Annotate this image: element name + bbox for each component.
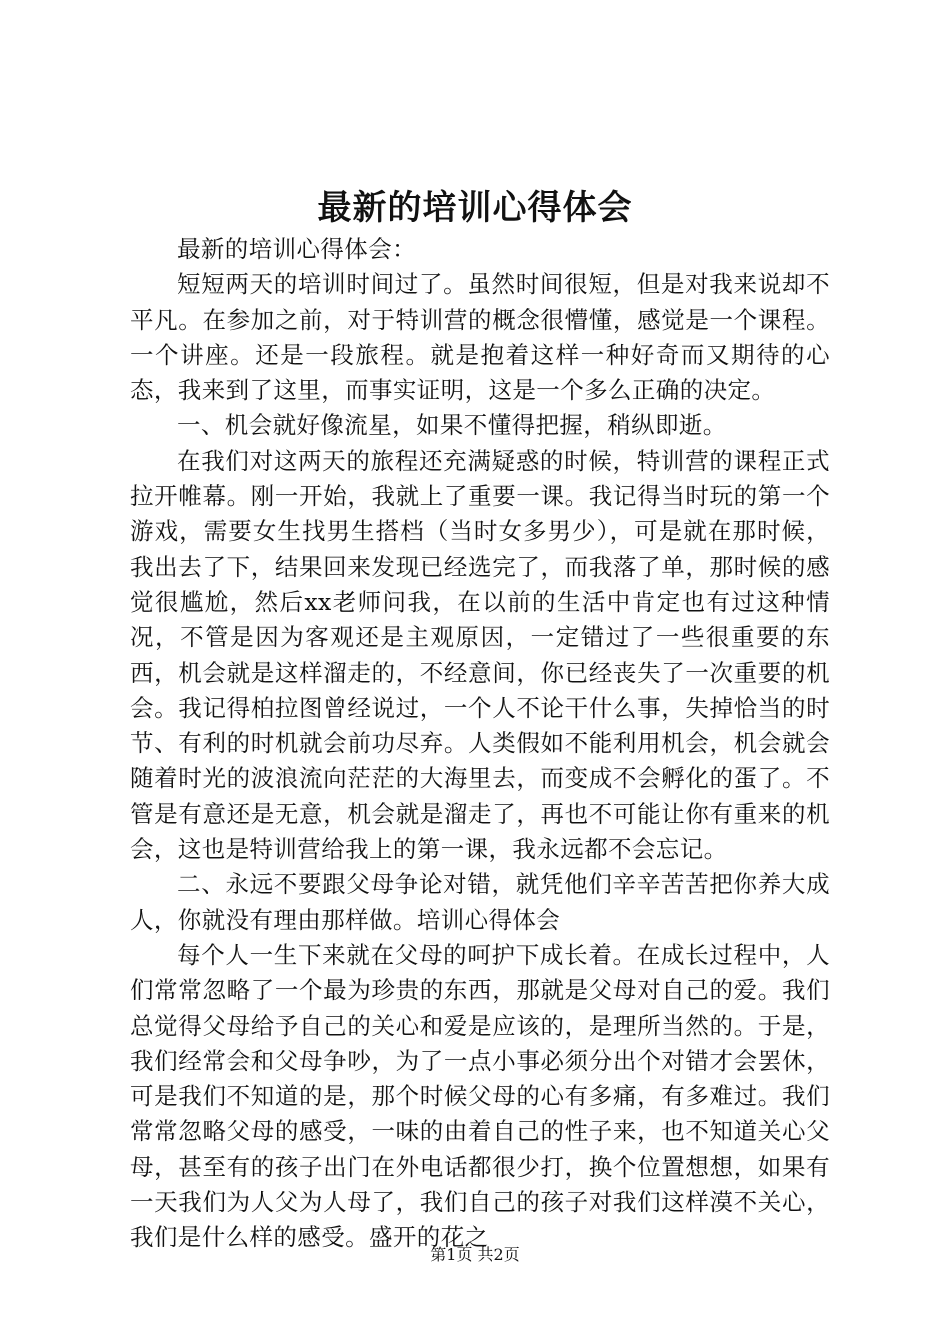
paragraph-1: 短短两天的培训时间过了。虽然时间很短，但是对我来说却不平凡。在参加之前，对于特训营的概念很懵懂，感觉是一个课程。一个讲座。还是一段旅程。就是抱着这样一种好奇而又期待的心态，我来到了这里，而事实证明，这是一个多么正确的决定。 [130,270,830,405]
section-heading-1: 一、机会就好像流星，如果不懂得把握，稍纵即逝。 [177,411,727,440]
document-title: 最新的培训心得体会 [317,188,633,228]
paragraph-2: 在我们对这两天的旅程还充满疑惑的时候，特训营的课程正式拉开帷幕。刚一开始，我就上了重要一课。我记得当时玩的第一个游戏，需要女生找男生搭档（当时女多男少），可是就在那时候，我出去了下，结果回来发现已经选完了，而我落了单，那时候的感觉很尴尬，然后xx老师问我，在以前的生活中肯定也有过这种情况，不管是因为客观还是主观原因，一定错过了一些很重要的东西，机会就是这样溜走的，不经意间，你已经丧失了一次重要的机会。我记得柏拉图曾经说过，一个人不论干什么事，失掉恰当的时节、有利的时机就会前功尽弃。人类假如不能利用机会，机会就会随着时光的波浪流向茫茫的大海里去，而变成不会孵化的蛋了。不管是有意还是无意，机会就是溜走了，再也不可能让你有重来的机会，这也是特训营给我上的第一课，我永远都不会忘记。 [130,446,830,864]
paragraph-3: 每个人一生下来就在父母的呵护下成长着。在成长过程中，人们常常忽略了一个最为珍贵的东西，那就是父母对自己的爱。我们总觉得父母给予自己的关心和爱是应该的，是理所当然的。于是，我们经常会和父母争吵，为了一点小事必须分出个对错才会罢休，可是我们不知道的是，那个时候父母的心有多痛，有多难过。我们常常忽略父母的感受，一味的由着自己的性子来，也不知道关心父母，甚至有的孩子出门在外电话都很少打，换个位置想想，如果有一天我们为人父为人母了，我们自己的孩子对我们这样漠不关心，我们是什么样的感受。盛开的花之 [130,940,830,1252]
document-body [130,232,830,1256]
paragraph-intro: 最新的培训心得体会： [177,235,416,263]
page-footer: 第1页 共2页 [430,1245,520,1264]
section-heading-2: 二、永远不要跟父母争论对错，就凭他们辛辛苦苦把你养大成人，你就没有理由那样做。培训心得体会 [130,870,830,934]
